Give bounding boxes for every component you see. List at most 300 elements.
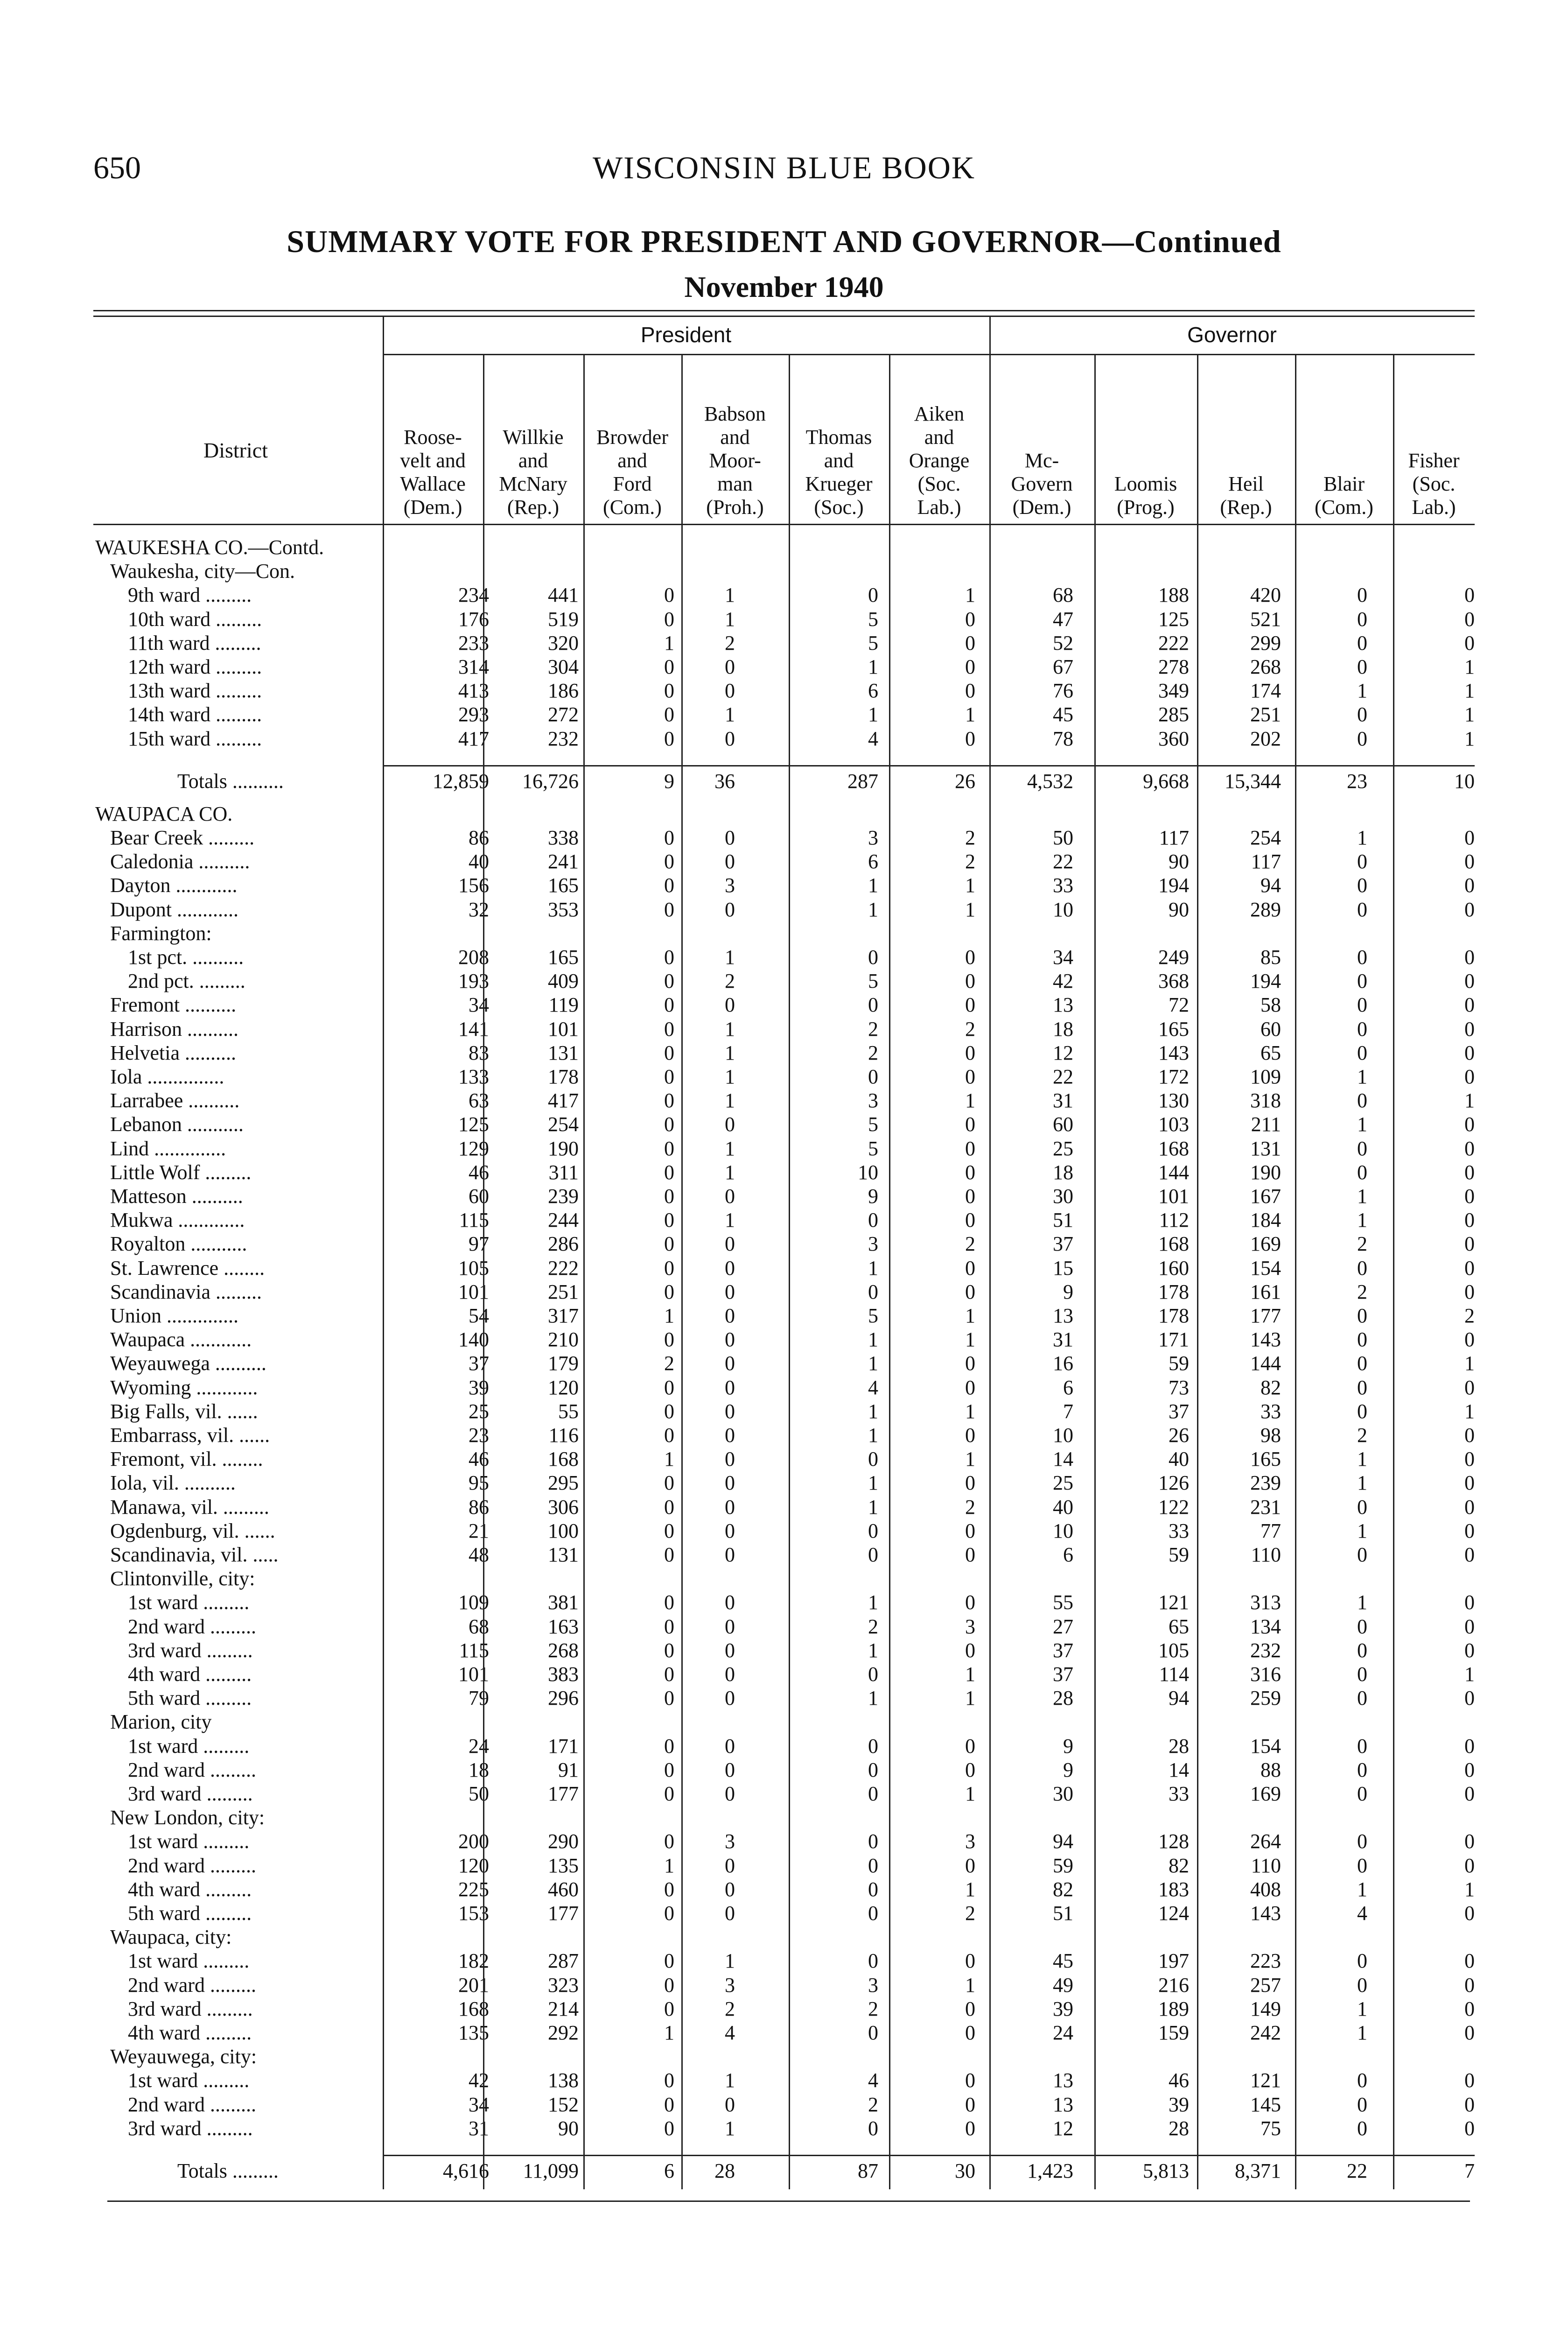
vote-cell: 0 bbox=[1357, 1949, 1367, 1973]
district-label: 4th ward ......... bbox=[128, 1663, 252, 1686]
vote-cell: 0 bbox=[1357, 946, 1367, 969]
vote-cell: 1 bbox=[868, 1256, 878, 1279]
vote-cell: 1 bbox=[965, 1328, 975, 1351]
vote-cell: 144 bbox=[1158, 1160, 1189, 1184]
vote-cell: 159 bbox=[1158, 2021, 1189, 2044]
vote-cell: 177 bbox=[548, 1902, 579, 1925]
vote-cell: 39 bbox=[1169, 2093, 1189, 2116]
district-label: Harrison .......... bbox=[110, 1017, 238, 1040]
vote-cell: 109 bbox=[1250, 1065, 1281, 1088]
vote-cell: 0 bbox=[1357, 1399, 1367, 1423]
vote-cell: 0 bbox=[965, 946, 975, 969]
vote-cell: 0 bbox=[725, 1448, 735, 1471]
vote-cell: 417 bbox=[548, 1089, 579, 1112]
vote-cell: 0 bbox=[664, 1495, 674, 1519]
vote-cell: 349 bbox=[1158, 679, 1189, 703]
vote-cell: 0 bbox=[868, 1663, 878, 1686]
vote-cell: 381 bbox=[548, 1591, 579, 1614]
totals-cell: 1,423 bbox=[1027, 2159, 1073, 2182]
district-label: 2nd ward ......... bbox=[128, 1854, 256, 1877]
vote-cell: 171 bbox=[548, 1734, 579, 1758]
vote-cell: 165 bbox=[1250, 1448, 1281, 1471]
vote-cell: 1 bbox=[1357, 1471, 1367, 1495]
district-label: 3rd ward ......... bbox=[128, 1997, 253, 2020]
district-label: Iola ............... bbox=[110, 1065, 224, 1088]
vote-cell: 55 bbox=[558, 1399, 579, 1423]
vote-cell: 1 bbox=[725, 946, 735, 969]
column-header-line: velt and bbox=[400, 449, 466, 472]
vote-cell: 413 bbox=[458, 679, 489, 703]
vote-cell: 0 bbox=[1464, 1854, 1475, 1877]
totals-cell: 5,813 bbox=[1143, 2159, 1189, 2182]
totals-cell: 15,344 bbox=[1225, 769, 1281, 793]
vote-cell: 0 bbox=[1464, 1471, 1475, 1495]
vote-cell: 0 bbox=[1464, 993, 1475, 1017]
vote-cell: 5 bbox=[868, 1137, 878, 1160]
vote-cell: 0 bbox=[868, 584, 878, 607]
vote-cell: 63 bbox=[469, 1089, 489, 1112]
vote-cell: 0 bbox=[1464, 1424, 1475, 1447]
column-header-line: and bbox=[924, 426, 954, 449]
vote-cell: 2 bbox=[868, 1615, 878, 1638]
vote-cell: 0 bbox=[664, 1017, 674, 1040]
district-label: 10th ward ......... bbox=[128, 607, 262, 631]
vote-cell: 2 bbox=[965, 1232, 975, 1256]
vote-cell: 0 bbox=[1464, 898, 1475, 921]
vote-cell: 1 bbox=[725, 607, 735, 631]
vote-cell: 72 bbox=[1169, 993, 1189, 1017]
totals-rule bbox=[383, 765, 1475, 766]
district-label: Larrabee .......... bbox=[110, 1089, 240, 1112]
section-label: New London, city: bbox=[110, 1806, 265, 1829]
vote-cell: 40 bbox=[1169, 1448, 1189, 1471]
vote-cell: 0 bbox=[664, 1997, 674, 2020]
vote-cell: 0 bbox=[1357, 1137, 1367, 1160]
vote-cell: 3 bbox=[868, 1089, 878, 1112]
vote-cell: 54 bbox=[469, 1304, 489, 1327]
vote-cell: 178 bbox=[1158, 1280, 1189, 1303]
district-label: Big Falls, vil. ...... bbox=[110, 1399, 258, 1423]
vote-cell: 0 bbox=[664, 1663, 674, 1686]
vote-cell: 214 bbox=[548, 1997, 579, 2020]
vote-cell: 134 bbox=[1250, 1615, 1281, 1638]
vote-cell: 0 bbox=[664, 2093, 674, 2116]
district-label: Lebanon ........... bbox=[110, 1113, 244, 1136]
totals-cell: 4,532 bbox=[1027, 769, 1073, 793]
vote-cell: 0 bbox=[725, 1185, 735, 1208]
vote-cell: 0 bbox=[965, 1543, 975, 1566]
vote-cell: 24 bbox=[1053, 2021, 1073, 2044]
vote-cell: 0 bbox=[725, 993, 735, 1017]
column-header-line: Blair bbox=[1323, 472, 1365, 495]
vote-cell: 133 bbox=[458, 1065, 489, 1088]
vote-cell: 190 bbox=[548, 1137, 579, 1160]
vote-cell: 110 bbox=[1251, 1854, 1281, 1877]
vote-cell: 59 bbox=[1169, 1543, 1189, 1566]
vote-cell: 171 bbox=[1158, 1328, 1189, 1351]
table-bottom-rule bbox=[107, 2200, 1470, 2202]
vote-cell: 98 bbox=[1260, 1424, 1281, 1447]
vote-cell: 0 bbox=[1464, 1615, 1475, 1638]
vote-cell: 85 bbox=[1260, 946, 1281, 969]
column-header-line: Orange bbox=[909, 449, 970, 472]
totals-cell: 30 bbox=[955, 2159, 975, 2182]
vote-cell: 31 bbox=[1053, 1089, 1073, 1112]
vote-cell: 131 bbox=[548, 1041, 579, 1064]
vote-cell: 0 bbox=[965, 1280, 975, 1303]
vote-cell: 320 bbox=[548, 631, 579, 654]
vote-cell: 0 bbox=[664, 1399, 674, 1423]
vote-cell: 177 bbox=[1250, 1304, 1281, 1327]
vote-cell: 0 bbox=[1357, 898, 1367, 921]
vote-cell: 90 bbox=[1169, 850, 1189, 873]
vote-cell: 0 bbox=[1357, 2093, 1367, 2116]
vote-cell: 0 bbox=[1464, 1376, 1475, 1399]
column-header bbox=[791, 426, 887, 519]
vote-cell: 0 bbox=[1357, 993, 1367, 1017]
vote-cell: 0 bbox=[1357, 584, 1367, 607]
vote-cell: 0 bbox=[965, 1137, 975, 1160]
vote-cell: 0 bbox=[664, 703, 674, 726]
vote-cell: 2 bbox=[868, 2093, 878, 2116]
vote-cell: 234 bbox=[458, 584, 489, 607]
column-header bbox=[485, 426, 581, 519]
vote-cell: 272 bbox=[548, 703, 579, 726]
vote-cell: 200 bbox=[458, 1830, 489, 1853]
vote-cell: 0 bbox=[664, 2116, 674, 2140]
column-rule bbox=[989, 316, 991, 2189]
vote-cell: 15 bbox=[1053, 1256, 1073, 1279]
vote-cell: 1 bbox=[868, 1424, 878, 1447]
vote-cell: 0 bbox=[664, 1734, 674, 1758]
vote-cell: 1 bbox=[664, 631, 674, 654]
vote-cell: 0 bbox=[664, 946, 674, 969]
vote-cell: 25 bbox=[1053, 1137, 1073, 1160]
vote-cell: 0 bbox=[868, 946, 878, 969]
vote-cell: 0 bbox=[1357, 655, 1367, 678]
district-label: 2nd ward ......... bbox=[128, 2093, 256, 2116]
vote-cell: 82 bbox=[1169, 1854, 1189, 1877]
vote-cell: 95 bbox=[469, 1471, 489, 1495]
vote-cell: 49 bbox=[1053, 1973, 1073, 1997]
vote-cell: 0 bbox=[725, 1376, 735, 1399]
running-head: WISCONSIN BLUE BOOK bbox=[593, 150, 975, 185]
column-rule bbox=[681, 354, 683, 2189]
vote-cell: 306 bbox=[548, 1495, 579, 1519]
vote-cell: 0 bbox=[1464, 946, 1475, 969]
vote-cell: 264 bbox=[1250, 1830, 1281, 1853]
vote-cell: 0 bbox=[1464, 1280, 1475, 1303]
vote-cell: 0 bbox=[965, 1734, 975, 1758]
vote-cell: 1 bbox=[664, 1854, 674, 1877]
vote-cell: 115 bbox=[459, 1638, 489, 1662]
vote-cell: 120 bbox=[548, 1376, 579, 1399]
vote-cell: 45 bbox=[1053, 703, 1073, 726]
vote-cell: 0 bbox=[1357, 2069, 1367, 2092]
vote-cell: 0 bbox=[1357, 1758, 1367, 1781]
vote-cell: 0 bbox=[664, 1638, 674, 1662]
vote-cell: 1 bbox=[1464, 1663, 1475, 1686]
vote-cell: 1 bbox=[868, 1471, 878, 1495]
totals-cell: 287 bbox=[847, 769, 878, 793]
vote-cell: 26 bbox=[1169, 1424, 1189, 1447]
vote-cell: 1 bbox=[965, 1663, 975, 1686]
vote-cell: 91 bbox=[558, 1758, 579, 1781]
vote-cell: 292 bbox=[548, 2021, 579, 2044]
vote-cell: 0 bbox=[664, 1160, 674, 1184]
district-label: St. Lawrence ........ bbox=[110, 1256, 265, 1279]
vote-cell: 259 bbox=[1250, 1687, 1281, 1710]
district-label: 1st pct. .......... bbox=[128, 946, 244, 969]
vote-cell: 1 bbox=[868, 1399, 878, 1423]
vote-cell: 1 bbox=[965, 1782, 975, 1805]
vote-cell: 39 bbox=[469, 1376, 489, 1399]
district-label: 2nd ward ......... bbox=[128, 1615, 256, 1638]
vote-cell: 40 bbox=[469, 850, 489, 873]
vote-cell: 2 bbox=[1357, 1424, 1367, 1447]
column-header-line: Fisher bbox=[1408, 449, 1460, 472]
vote-cell: 5 bbox=[868, 970, 878, 993]
vote-cell: 58 bbox=[1260, 993, 1281, 1017]
vote-cell: 268 bbox=[548, 1638, 579, 1662]
vote-cell: 0 bbox=[725, 1113, 735, 1136]
vote-cell: 32 bbox=[469, 898, 489, 921]
vote-cell: 0 bbox=[1464, 2021, 1475, 2044]
vote-cell: 254 bbox=[548, 1113, 579, 1136]
section-label: Weyauwega, city: bbox=[110, 2045, 257, 2068]
vote-cell: 9 bbox=[1063, 1280, 1073, 1303]
vote-cell: 0 bbox=[868, 1758, 878, 1781]
totals-cell: 87 bbox=[858, 2159, 878, 2182]
vote-cell: 22 bbox=[1053, 1065, 1073, 1088]
vote-cell: 232 bbox=[548, 727, 579, 750]
district-label: Caledonia .......... bbox=[110, 850, 250, 873]
vote-cell: 311 bbox=[548, 1160, 579, 1184]
vote-cell: 3 bbox=[725, 1973, 735, 1997]
vote-cell: 268 bbox=[1250, 655, 1281, 678]
vote-cell: 194 bbox=[1250, 970, 1281, 993]
vote-cell: 94 bbox=[1169, 1687, 1189, 1710]
vote-cell: 0 bbox=[725, 1232, 735, 1256]
district-label: 5th ward ......... bbox=[128, 1687, 252, 1710]
vote-cell: 23 bbox=[469, 1424, 489, 1447]
vote-cell: 18 bbox=[1053, 1160, 1073, 1184]
district-label: Little Wolf ......... bbox=[110, 1160, 252, 1184]
vote-cell: 182 bbox=[458, 1949, 489, 1973]
vote-cell: 0 bbox=[664, 1519, 674, 1542]
vote-cell: 10 bbox=[1053, 1519, 1073, 1542]
vote-cell: 0 bbox=[965, 2116, 975, 2140]
vote-cell: 1 bbox=[1464, 655, 1475, 678]
vote-cell: 160 bbox=[1158, 1256, 1189, 1279]
vote-cell: 0 bbox=[965, 1185, 975, 1208]
vote-cell: 86 bbox=[469, 826, 489, 849]
vote-cell: 0 bbox=[664, 970, 674, 993]
vote-cell: 251 bbox=[548, 1280, 579, 1303]
vote-cell: 244 bbox=[548, 1209, 579, 1232]
group-header-rule bbox=[383, 354, 1475, 355]
vote-cell: 1 bbox=[965, 584, 975, 607]
vote-cell: 409 bbox=[548, 970, 579, 993]
vote-cell: 37 bbox=[469, 1352, 489, 1375]
vote-cell: 0 bbox=[1464, 826, 1475, 849]
vote-cell: 59 bbox=[1053, 1854, 1073, 1877]
vote-cell: 73 bbox=[1169, 1376, 1189, 1399]
vote-cell: 115 bbox=[459, 1209, 489, 1232]
vote-cell: 5 bbox=[868, 1304, 878, 1327]
vote-cell: 50 bbox=[469, 1782, 489, 1805]
column-header-line: and bbox=[824, 449, 854, 472]
district-label: 5th ward ......... bbox=[128, 1902, 252, 1925]
vote-cell: 82 bbox=[1260, 1376, 1281, 1399]
vote-cell: 0 bbox=[664, 1591, 674, 1614]
vote-cell: 1 bbox=[725, 2116, 735, 2140]
vote-cell: 0 bbox=[1357, 1041, 1367, 1064]
vote-cell: 79 bbox=[469, 1687, 489, 1710]
district-label: 1st ward ......... bbox=[128, 1949, 250, 1973]
vote-cell: 22 bbox=[1053, 850, 1073, 873]
vote-cell: 304 bbox=[548, 655, 579, 678]
vote-cell: 0 bbox=[965, 1376, 975, 1399]
vote-cell: 0 bbox=[1357, 1687, 1367, 1710]
vote-cell: 82 bbox=[1053, 1877, 1073, 1901]
vote-cell: 25 bbox=[1053, 1471, 1073, 1495]
vote-cell: 0 bbox=[965, 727, 975, 750]
vote-cell: 296 bbox=[548, 1687, 579, 1710]
vote-cell: 47 bbox=[1053, 607, 1073, 631]
vote-cell: 135 bbox=[548, 1854, 579, 1877]
vote-cell: 172 bbox=[1158, 1065, 1189, 1088]
vote-cell: 59 bbox=[1169, 1352, 1189, 1375]
vote-cell: 197 bbox=[1158, 1949, 1189, 1973]
vote-cell: 12 bbox=[1053, 2116, 1073, 2140]
column-header bbox=[683, 402, 787, 519]
vote-cell: 25 bbox=[469, 1399, 489, 1423]
vote-cell: 30 bbox=[1053, 1185, 1073, 1208]
vote-cell: 0 bbox=[1464, 970, 1475, 993]
district-label: Mukwa ............. bbox=[110, 1209, 245, 1232]
group-header-president: President bbox=[640, 323, 732, 347]
vote-cell: 0 bbox=[965, 970, 975, 993]
vote-cell: 0 bbox=[664, 1902, 674, 1925]
vote-cell: 1 bbox=[664, 1448, 674, 1471]
vote-cell: 0 bbox=[1464, 1185, 1475, 1208]
vote-cell: 1 bbox=[664, 1304, 674, 1327]
vote-cell: 0 bbox=[965, 1638, 975, 1662]
vote-cell: 0 bbox=[664, 1256, 674, 1279]
vote-cell: 30 bbox=[1053, 1782, 1073, 1805]
vote-cell: 112 bbox=[1159, 1209, 1189, 1232]
vote-cell: 144 bbox=[1250, 1352, 1281, 1375]
vote-cell: 194 bbox=[1158, 874, 1189, 897]
vote-cell: 0 bbox=[965, 1854, 975, 1877]
vote-cell: 9 bbox=[1063, 1734, 1073, 1758]
district-label: Fremont .......... bbox=[110, 993, 237, 1017]
vote-cell: 408 bbox=[1250, 1877, 1281, 1901]
vote-cell: 33 bbox=[1260, 1399, 1281, 1423]
column-header bbox=[585, 426, 679, 519]
vote-cell: 0 bbox=[664, 679, 674, 703]
vote-cell: 1 bbox=[725, 1017, 735, 1040]
district-label: Helvetia .......... bbox=[110, 1041, 237, 1064]
vote-cell: 0 bbox=[1357, 1495, 1367, 1519]
vote-cell: 4 bbox=[868, 1376, 878, 1399]
vote-cell: 179 bbox=[548, 1352, 579, 1375]
vote-cell: 184 bbox=[1250, 1209, 1281, 1232]
column-header-line: Govern bbox=[1011, 472, 1073, 495]
vote-cell: 316 bbox=[1250, 1663, 1281, 1686]
vote-cell: 293 bbox=[458, 703, 489, 726]
vote-cell: 0 bbox=[1464, 1591, 1475, 1614]
vote-cell: 0 bbox=[1464, 631, 1475, 654]
vote-cell: 42 bbox=[469, 2069, 489, 2092]
header-bottom-rule bbox=[93, 524, 1475, 525]
vote-cell: 0 bbox=[965, 1949, 975, 1973]
vote-cell: 117 bbox=[1251, 850, 1281, 873]
column-header-line: Babson bbox=[704, 402, 766, 425]
vote-cell: 0 bbox=[664, 1232, 674, 1256]
vote-cell: 114 bbox=[1159, 1663, 1189, 1686]
vote-cell: 0 bbox=[965, 1519, 975, 1542]
district-label: Scandinavia, vil. ..... bbox=[110, 1543, 279, 1566]
column-header-line: (Soc.) bbox=[814, 496, 864, 519]
vote-cell: 0 bbox=[1357, 1734, 1367, 1758]
section-label: Marion, city bbox=[110, 1710, 212, 1734]
vote-cell: 317 bbox=[548, 1304, 579, 1327]
vote-cell: 0 bbox=[1464, 1448, 1475, 1471]
vote-cell: 0 bbox=[1464, 1830, 1475, 1853]
vote-cell: 0 bbox=[725, 655, 735, 678]
vote-cell: 122 bbox=[1158, 1495, 1189, 1519]
vote-cell: 75 bbox=[1260, 2116, 1281, 2140]
vote-cell: 189 bbox=[1158, 1997, 1189, 2020]
vote-cell: 2 bbox=[1357, 1232, 1367, 1256]
vote-cell: 460 bbox=[548, 1877, 579, 1901]
column-rule bbox=[1197, 354, 1198, 2189]
vote-cell: 0 bbox=[965, 2093, 975, 2116]
column-header-line: Mc- bbox=[1024, 449, 1059, 472]
vote-cell: 0 bbox=[1357, 874, 1367, 897]
totals-cell: 23 bbox=[1347, 769, 1367, 793]
vote-cell: 0 bbox=[664, 1137, 674, 1160]
page-title: SUMMARY VOTE FOR PRESIDENT AND GOVERNOR—Continued bbox=[287, 224, 1281, 259]
vote-cell: 10 bbox=[1053, 898, 1073, 921]
vote-cell: 290 bbox=[548, 1830, 579, 1853]
vote-cell: 2 bbox=[664, 1352, 674, 1375]
vote-cell: 124 bbox=[1158, 1902, 1189, 1925]
vote-cell: 0 bbox=[725, 1758, 735, 1781]
vote-cell: 1 bbox=[1357, 2021, 1367, 2044]
vote-cell: 0 bbox=[1357, 1830, 1367, 1853]
vote-cell: 254 bbox=[1250, 826, 1281, 849]
vote-cell: 0 bbox=[725, 1638, 735, 1662]
vote-cell: 33 bbox=[1169, 1519, 1189, 1542]
vote-cell: 154 bbox=[1250, 1256, 1281, 1279]
column-rule bbox=[383, 316, 384, 2189]
vote-cell: 0 bbox=[664, 1615, 674, 1638]
vote-cell: 295 bbox=[548, 1471, 579, 1495]
column-header-line: Wallace bbox=[400, 472, 466, 495]
vote-cell: 0 bbox=[664, 1209, 674, 1232]
vote-cell: 109 bbox=[458, 1591, 489, 1614]
column-header-line: and bbox=[720, 426, 750, 449]
vote-cell: 0 bbox=[664, 1185, 674, 1208]
column-header-line: (Soc. bbox=[917, 472, 961, 495]
vote-cell: 0 bbox=[664, 655, 674, 678]
vote-cell: 0 bbox=[1464, 1687, 1475, 1710]
vote-cell: 0 bbox=[1357, 1973, 1367, 1997]
vote-cell: 0 bbox=[965, 993, 975, 1017]
